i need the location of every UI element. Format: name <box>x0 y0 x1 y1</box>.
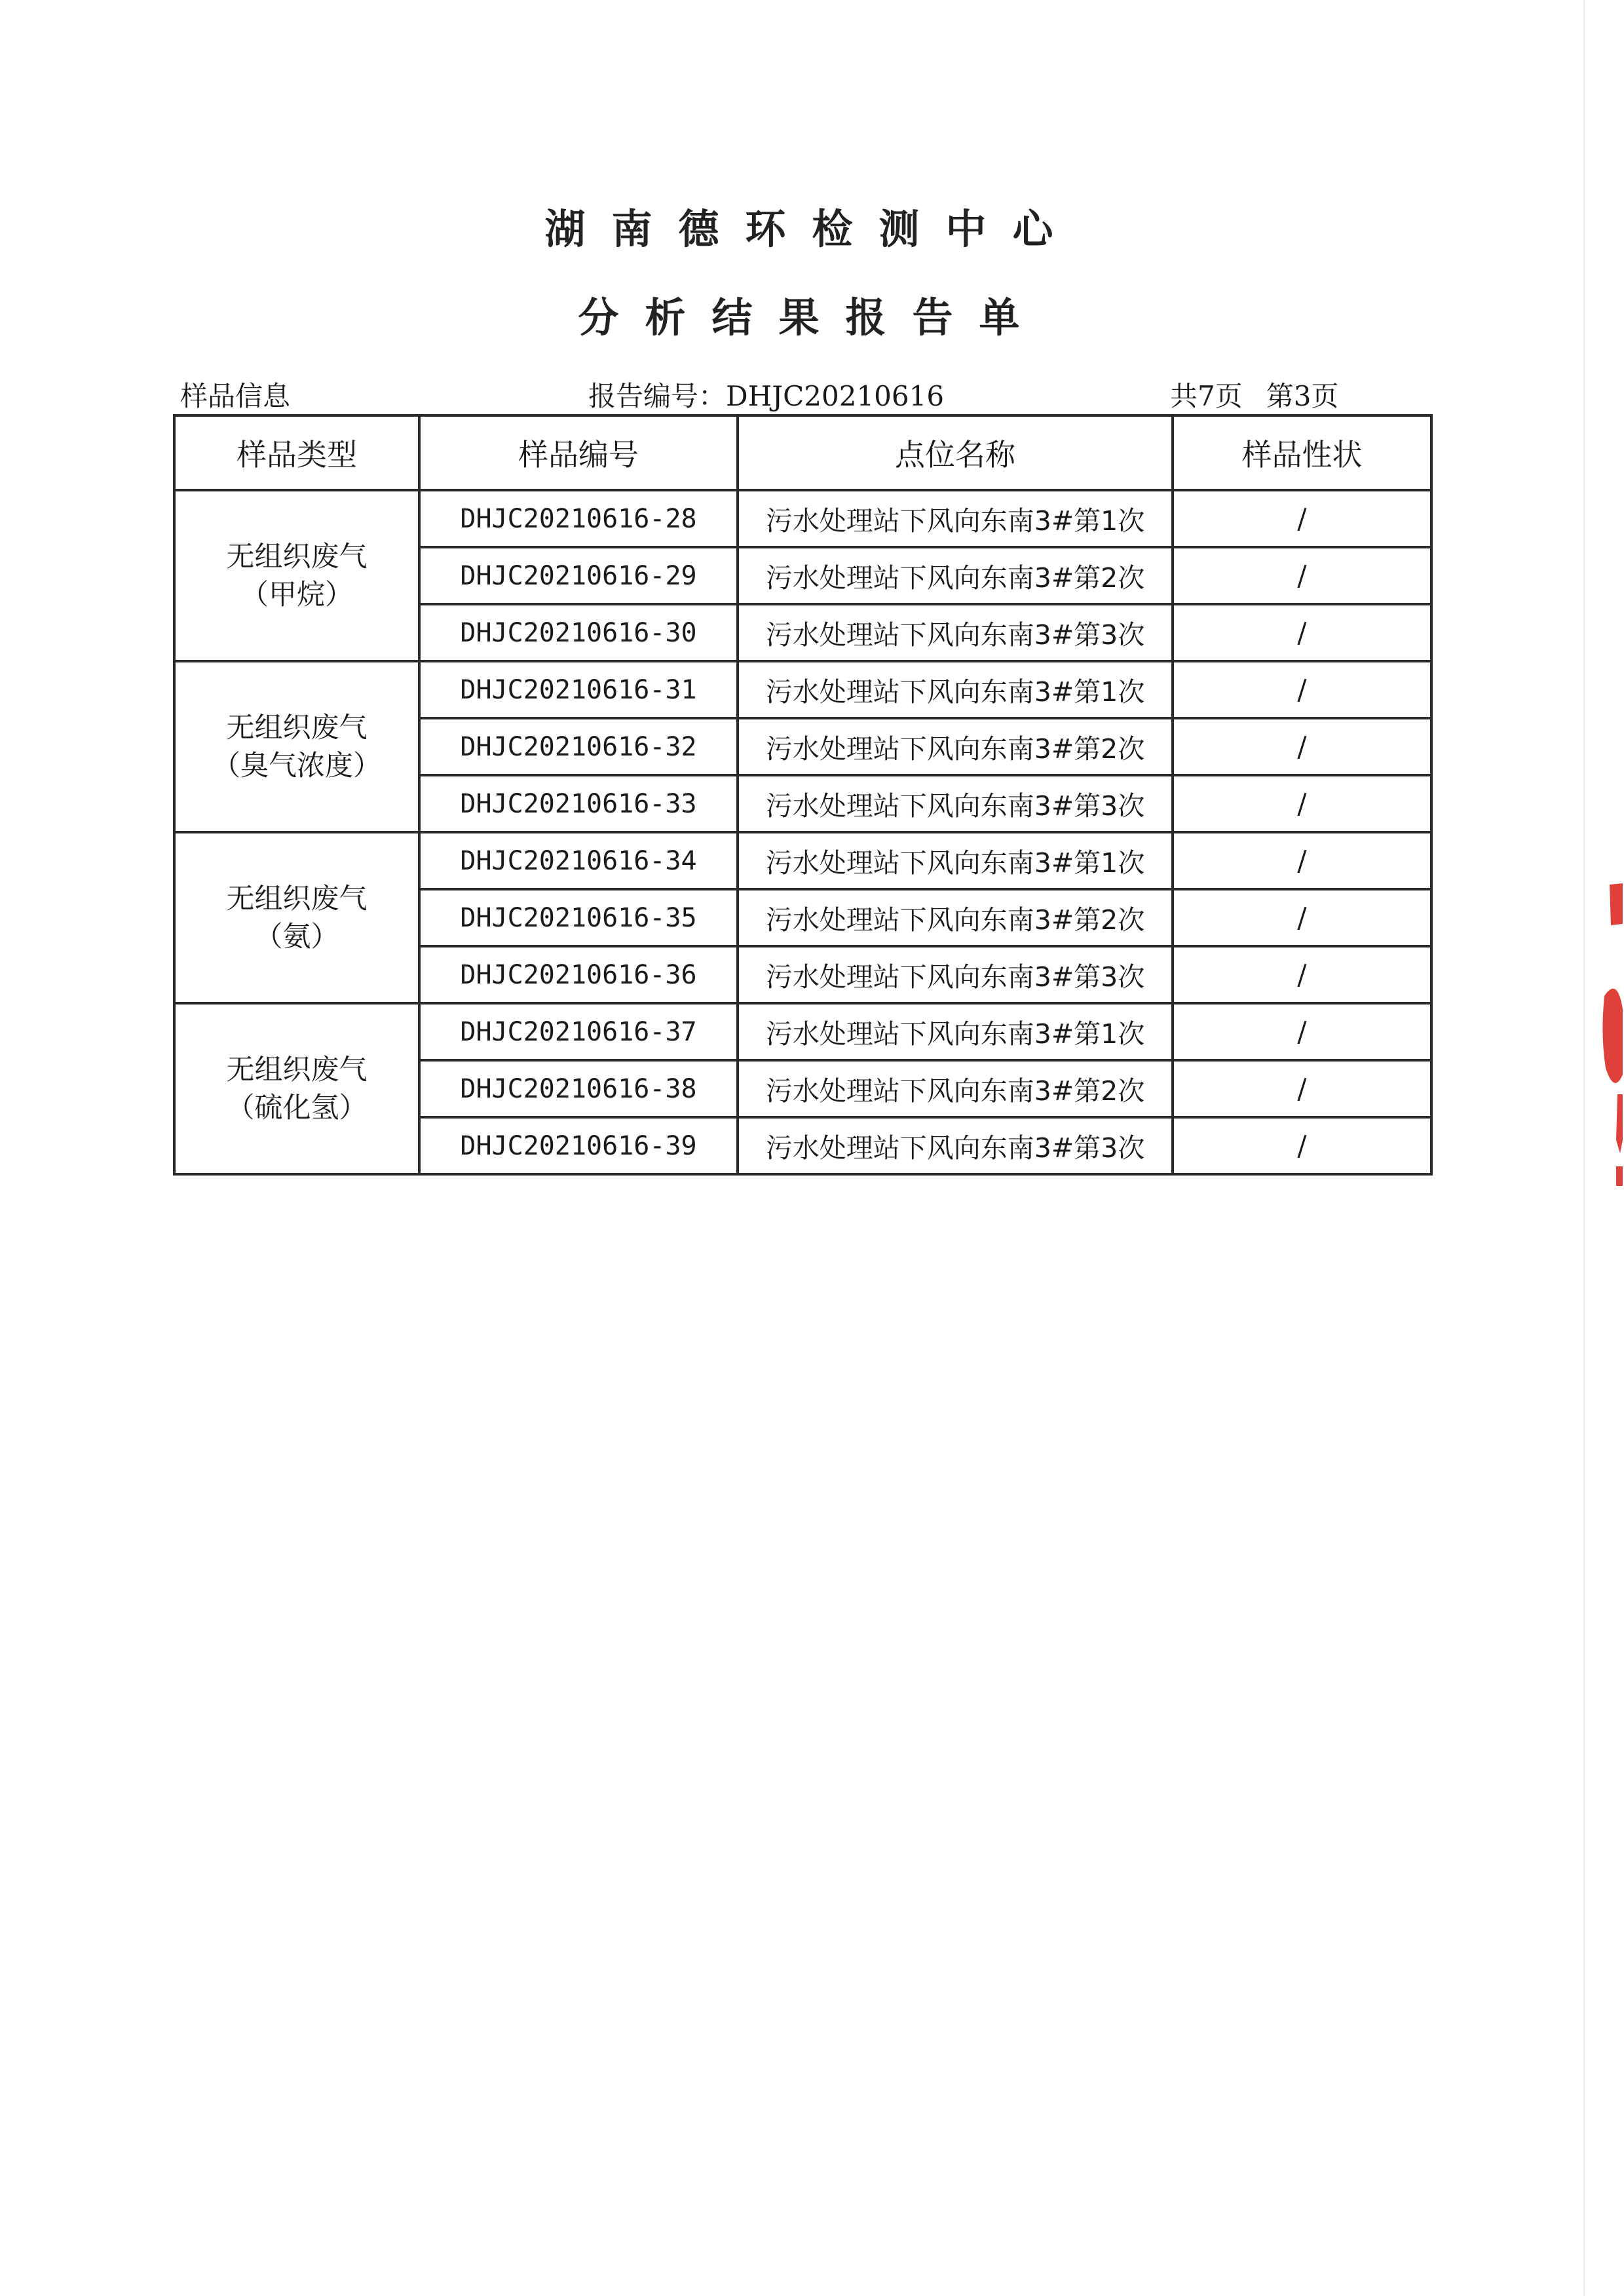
sample-code: DHJC20210616-31 <box>419 661 738 718</box>
total-pages: 共7页 <box>1170 380 1243 412</box>
sample-type-name: 无组织废气 <box>226 711 368 744</box>
sample-state: / <box>1173 661 1431 718</box>
sample-state: / <box>1173 1060 1431 1117</box>
header-location: 点位名称 <box>738 415 1173 490</box>
sample-code: DHJC20210616-36 <box>419 946 738 1003</box>
red-seal-stamp-fragment <box>1598 878 1624 1193</box>
sample-code: DHJC20210616-38 <box>419 1060 738 1117</box>
current-page: 第3页 <box>1266 380 1339 412</box>
location: 污水处理站下风向东南3#第3次 <box>738 1117 1173 1174</box>
sample-state: / <box>1173 718 1431 775</box>
sample-table <box>173 414 1433 1176</box>
sample-state: / <box>1173 832 1431 889</box>
page-indicator <box>1170 375 1338 414</box>
sample-code: DHJC20210616-34 <box>419 832 738 889</box>
sample-type-pollutant: （氨） <box>254 920 339 953</box>
stamp-mark-1 <box>1610 883 1623 925</box>
sample-type-pollutant: （甲烷） <box>240 578 353 611</box>
sample-type-name: 无组织废气 <box>226 540 368 573</box>
sample-code: DHJC20210616-28 <box>419 490 738 547</box>
sample-type-pollutant: （硫化氢） <box>226 1091 368 1124</box>
sample-code: DHJC20210616-29 <box>419 547 738 604</box>
sample-type-name: 无组织废气 <box>226 882 368 915</box>
location: 污水处理站下风向东南3#第3次 <box>738 604 1173 661</box>
sample-state: / <box>1173 604 1431 661</box>
report-number: 报告编号：DHJC20210616 <box>588 380 945 412</box>
location: 污水处理站下风向东南3#第2次 <box>738 547 1173 604</box>
stamp-mark-3 <box>1616 1094 1623 1153</box>
location: 污水处理站下风向东南3#第1次 <box>738 661 1173 718</box>
location: 污水处理站下风向东南3#第2次 <box>738 889 1173 946</box>
sample-code: DHJC20210616-37 <box>419 1003 738 1060</box>
table-row <box>174 832 1431 889</box>
location: 污水处理站下风向东南3#第1次 <box>738 490 1173 547</box>
location: 污水处理站下风向东南3#第1次 <box>738 1003 1173 1060</box>
sample-code: DHJC20210616-30 <box>419 604 738 661</box>
location: 污水处理站下风向东南3#第2次 <box>738 1060 1173 1117</box>
sample-code: DHJC20210616-32 <box>419 718 738 775</box>
location: 污水处理站下风向东南3#第1次 <box>738 832 1173 889</box>
stamp-mark-4 <box>1616 1166 1623 1186</box>
header-sample-state: 样品性状 <box>1173 415 1431 490</box>
sample-type-name: 无组织废气 <box>226 1053 368 1086</box>
stamp-mark-2 <box>1602 989 1623 1083</box>
sample-type-cell <box>174 832 419 1003</box>
location: 污水处理站下风向东南3#第2次 <box>738 718 1173 775</box>
sample-state: / <box>1173 1003 1431 1060</box>
sample-state: / <box>1173 547 1431 604</box>
table-row <box>174 661 1431 718</box>
sample-state: / <box>1173 946 1431 1003</box>
table-row <box>174 490 1431 547</box>
sample-state: / <box>1173 889 1431 946</box>
header-sample-code: 样品编号 <box>419 415 738 490</box>
org-title: 湖南德环检测中心 <box>544 205 1080 253</box>
sample-state: / <box>1173 1117 1431 1174</box>
sample-code: DHJC20210616-39 <box>419 1117 738 1174</box>
page-edge-shadow <box>1583 0 1585 2296</box>
sample-type-cell <box>174 490 419 661</box>
section-label: 样品信息 <box>180 380 291 412</box>
location: 污水处理站下风向东南3#第3次 <box>738 775 1173 832</box>
sample-code: DHJC20210616-33 <box>419 775 738 832</box>
header-sample-type: 样品类型 <box>174 415 419 490</box>
sample-state: / <box>1173 775 1431 832</box>
sample-type-cell <box>174 1003 419 1174</box>
sample-state: / <box>1173 490 1431 547</box>
table-header-row <box>174 415 1431 490</box>
table-row <box>174 1003 1431 1060</box>
sample-code: DHJC20210616-35 <box>419 889 738 946</box>
doc-title: 分析结果报告单 <box>578 294 1046 341</box>
sample-type-pollutant: （臭气浓度） <box>212 749 381 782</box>
location: 污水处理站下风向东南3#第3次 <box>738 946 1173 1003</box>
sample-type-cell <box>174 661 419 832</box>
